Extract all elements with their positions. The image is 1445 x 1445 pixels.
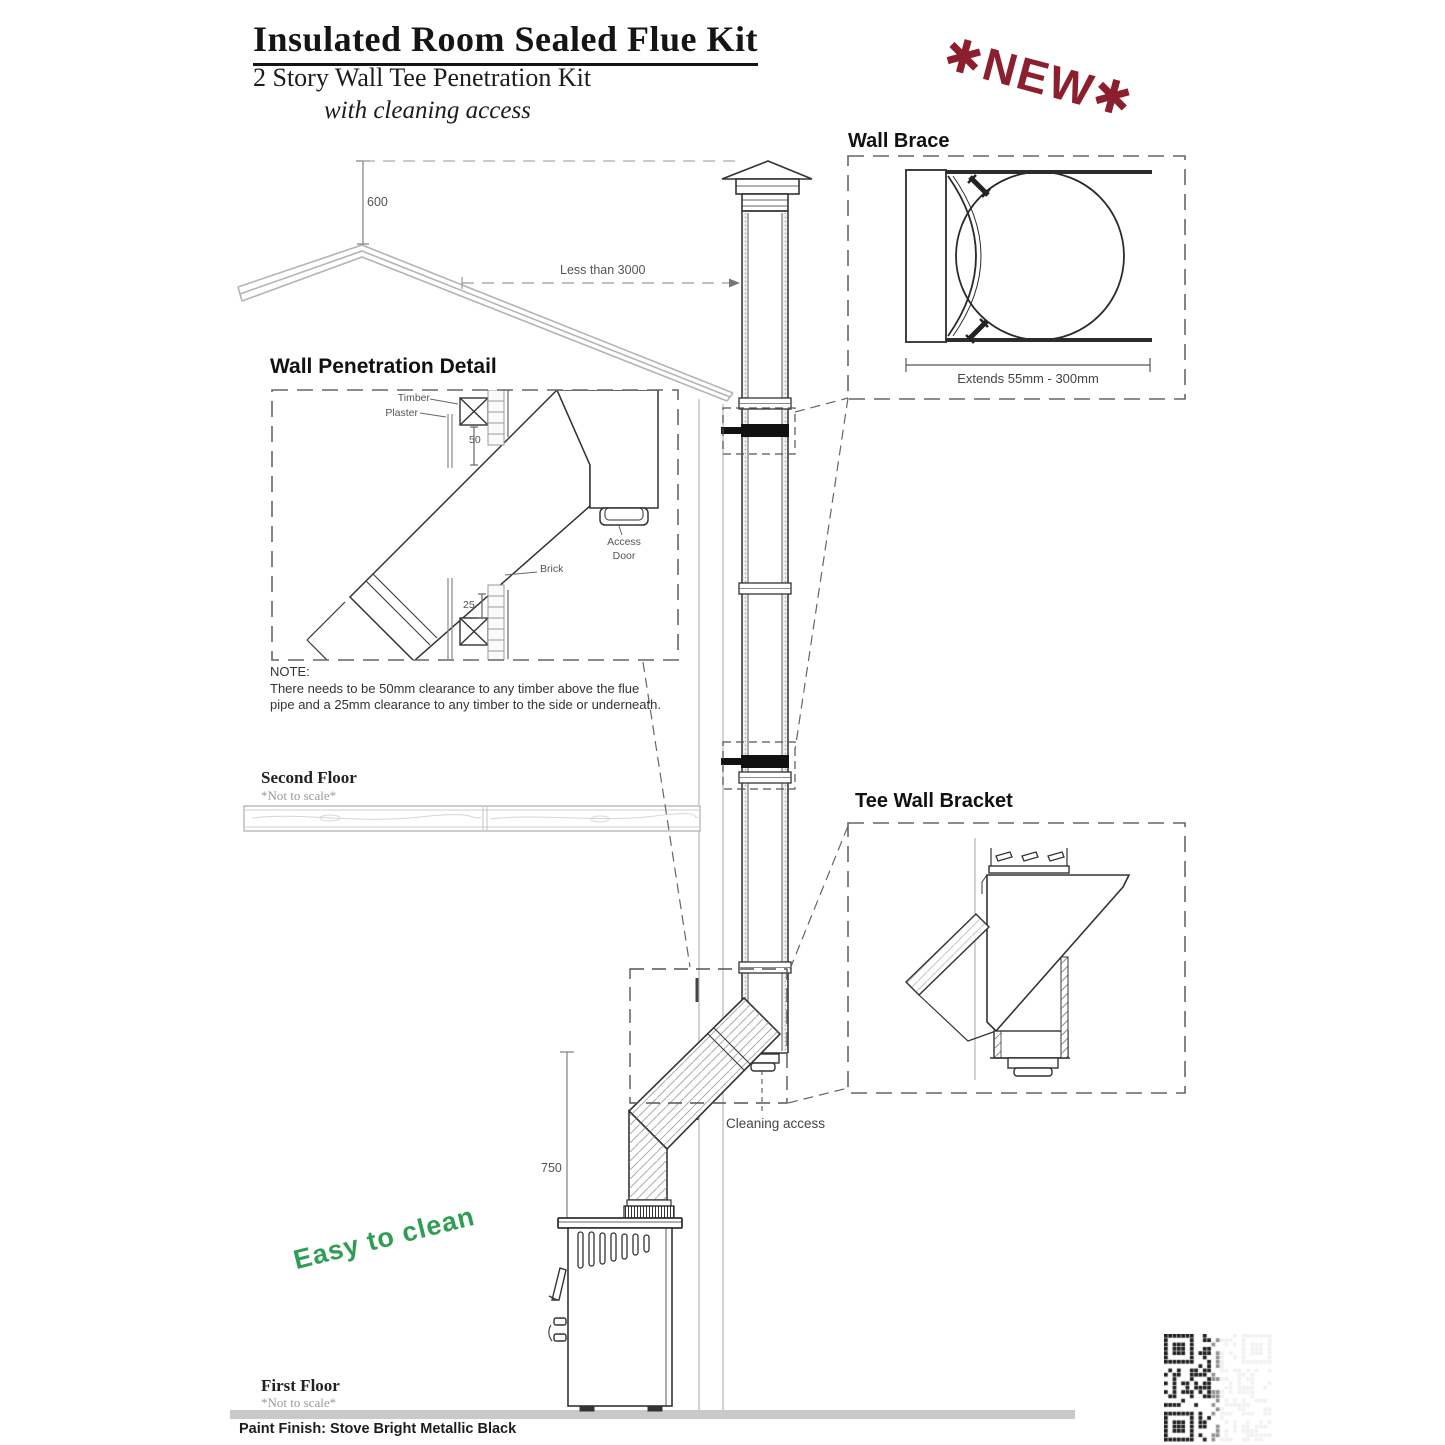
second-floor-label: Second Floor [261, 768, 357, 787]
dimension-3000 [462, 277, 740, 289]
dimension-750 [560, 1052, 574, 1218]
stove [549, 1218, 682, 1411]
note-line-1: There needs to be 50mm clearance to any timber above the flue [270, 681, 640, 696]
wall-brace-title: Wall Brace [848, 130, 950, 152]
clearance-25-label: 25 [463, 599, 475, 611]
brick-label: Brick [540, 563, 564, 575]
note-line-2: pipe and a 25mm clearance to any timber to the side or underneath. [270, 697, 661, 712]
stove-door-handle [549, 1268, 566, 1341]
page-subtitle: 2 Story Wall Tee Penetration Kit [253, 63, 592, 92]
wall-brace-detail-drawing [906, 170, 1152, 372]
page-title: Insulated Room Sealed Flue Kit [253, 18, 758, 66]
plaster-label: Plaster [385, 407, 418, 419]
flue-pipe [721, 211, 791, 1071]
chimney-cap [722, 161, 812, 211]
first-floor-scale-note: *Not to scale* [261, 1395, 337, 1410]
second-floor-scale-note: *Not to scale* [261, 788, 337, 803]
first-floor-label: First Floor [261, 1376, 340, 1395]
note-heading: NOTE: [270, 664, 310, 679]
wall-lines [699, 399, 723, 1410]
wall-brace-extends-label: Extends 55mm - 300mm [957, 371, 1099, 386]
access-door-label: Access Door [607, 536, 641, 562]
clearance-50-label: 50 [469, 434, 481, 446]
cleaning-access-label: Cleaning access [726, 1116, 826, 1131]
brace-bolt-upper [968, 175, 990, 197]
new-badge: ✱NEW✱ [938, 26, 1140, 128]
second-floor-slab [244, 806, 700, 831]
timber-label: Timber [397, 392, 430, 404]
dim-600-label: 600 [367, 195, 388, 209]
easy-to-clean-note: Easy to clean [290, 1201, 478, 1276]
qr-code [1164, 1334, 1272, 1442]
wall-penetration-title: Wall Penetration Detail [270, 355, 497, 378]
wall-brace-band-upper [741, 424, 789, 437]
tee-wall-bracket-drawing [906, 838, 1129, 1080]
wall-brace-band-lower [741, 755, 789, 768]
dim-750-label: 750 [541, 1161, 562, 1175]
wall-brace-detail-box [848, 156, 1185, 399]
tee-wall-bracket-title: Tee Wall Bracket [855, 790, 1013, 812]
dim-3000-label: Less than 3000 [560, 263, 646, 277]
page-tagline: with cleaning access [324, 97, 531, 124]
paint-finish-note: Paint Finish: Stove Bright Metallic Black [239, 1421, 517, 1437]
